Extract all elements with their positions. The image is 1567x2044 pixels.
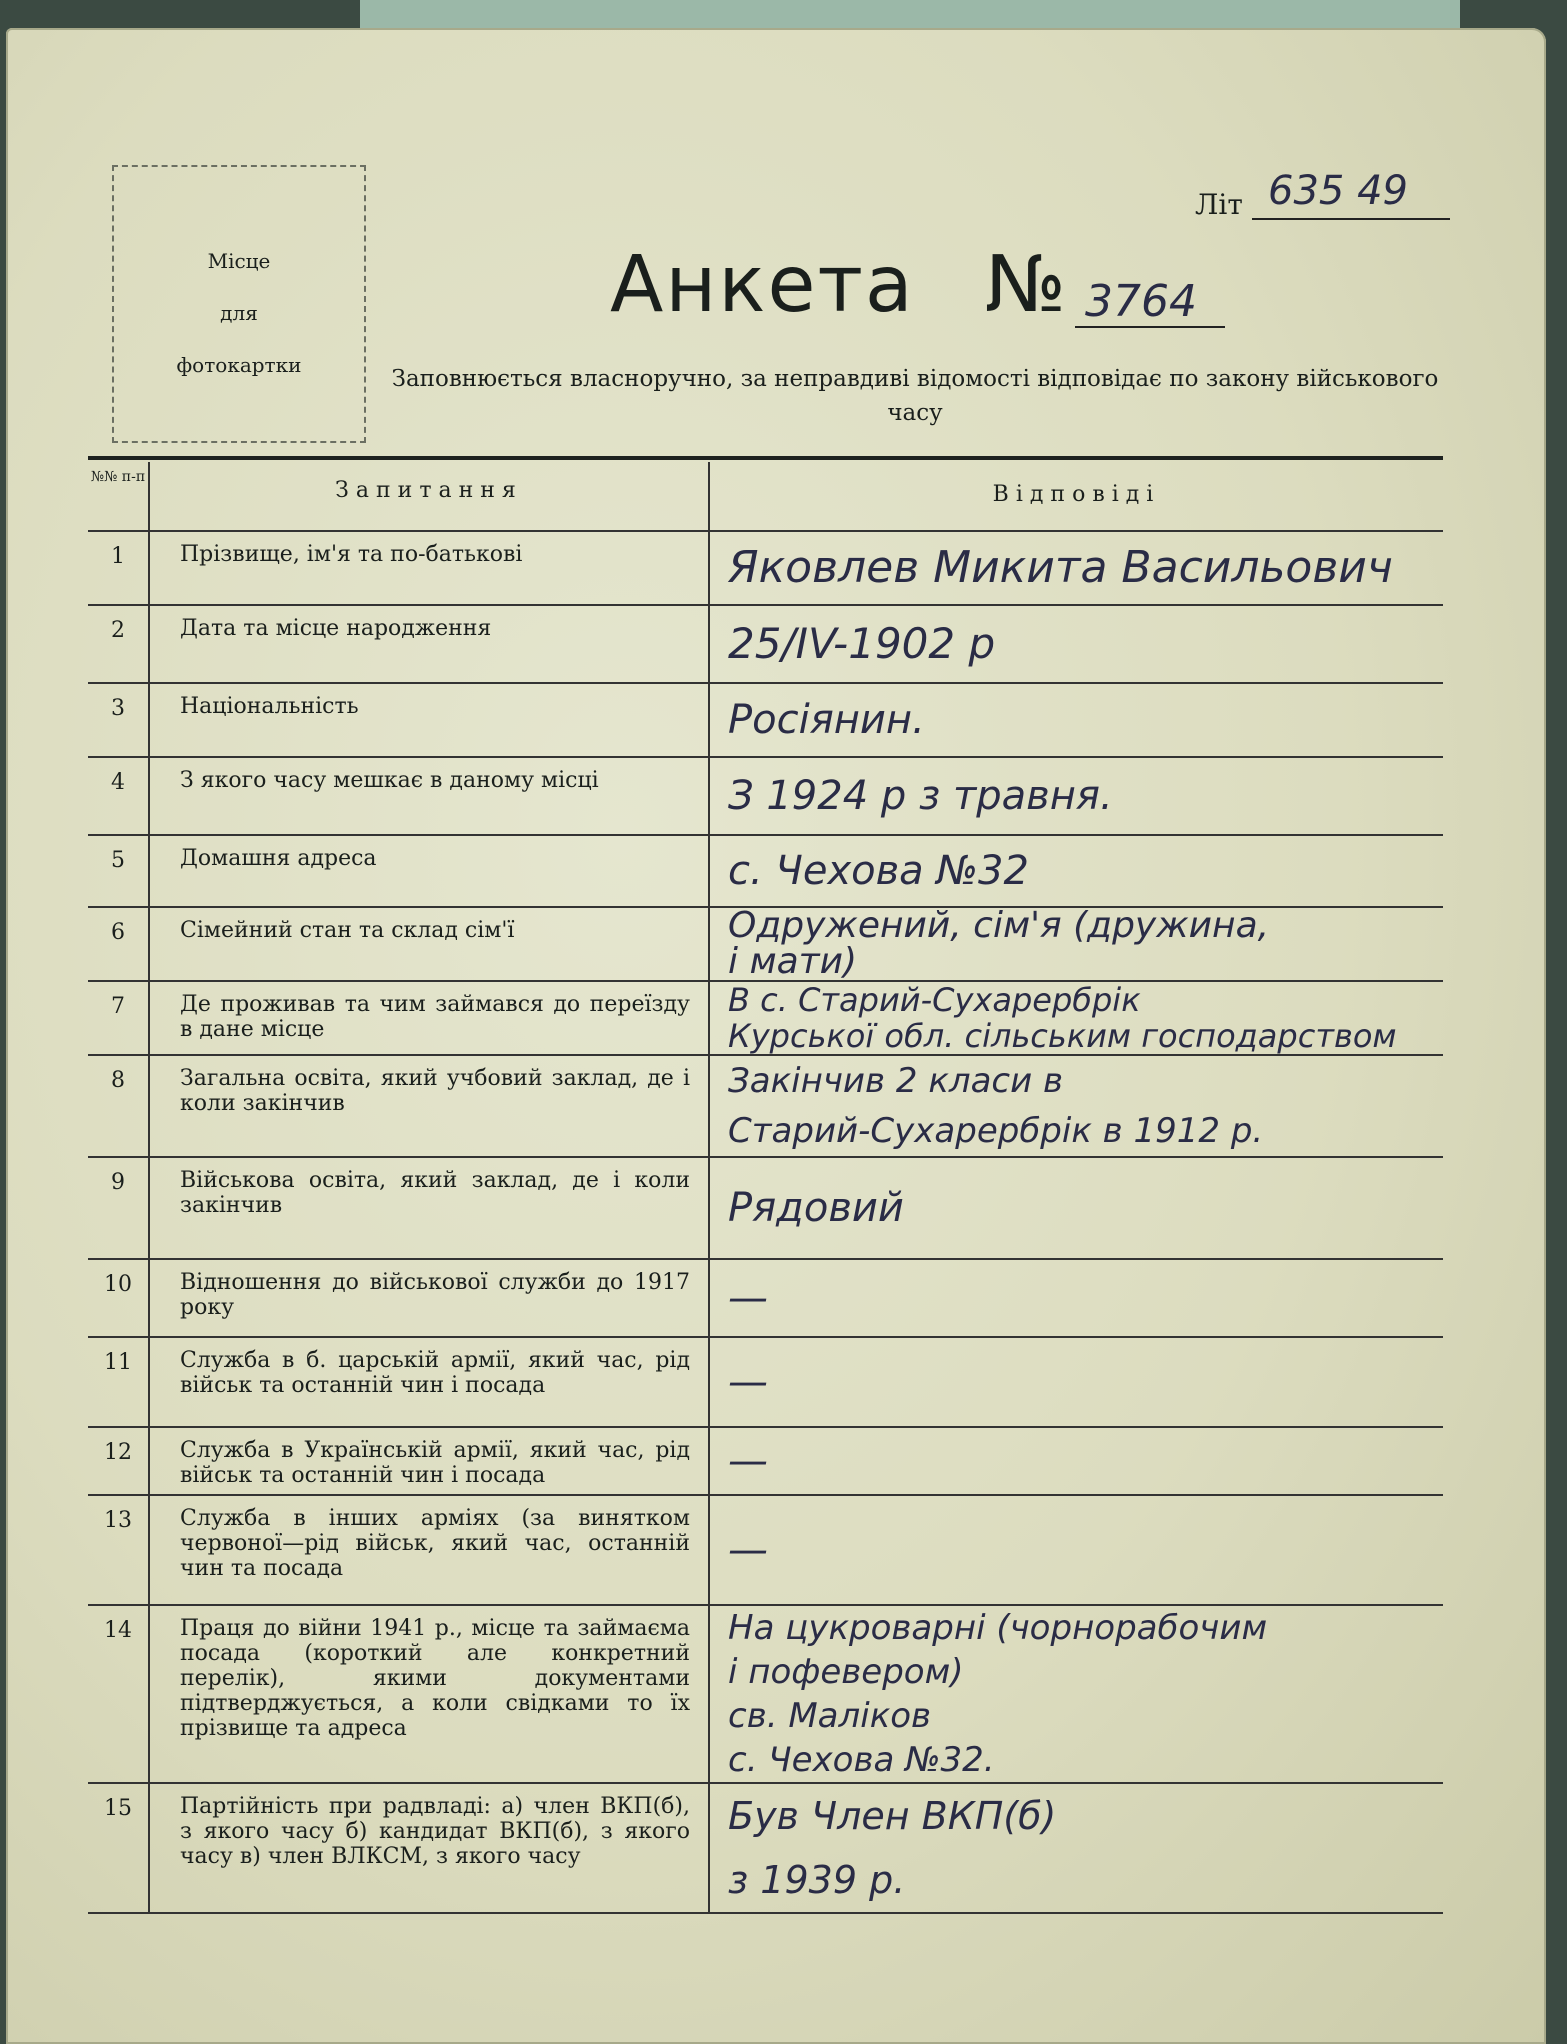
table-row [88, 1496, 1443, 1606]
row-question: Дата та місце народження [150, 606, 710, 682]
row-number: 9 [88, 1158, 150, 1258]
row-question: Служба в б. царській армії, який час, рід військ та останній чин і посада [150, 1338, 710, 1426]
form-subtitle: Заповнюється власноручно, за неправдиві відомості відповідає по закону військового часу [391, 366, 1439, 426]
table-row [88, 606, 1443, 684]
lit-label: Літ [1195, 188, 1243, 221]
handwritten-answer-line: з 1939 р. [728, 1858, 906, 1902]
row-answer [728, 1338, 1443, 1426]
table-row [88, 1260, 1443, 1338]
row-question: Де проживав та чим займався до переїзду в дане місце [150, 982, 710, 1054]
table-row [88, 532, 1443, 606]
row-answer [728, 1784, 1443, 1912]
row-answer [728, 532, 1443, 604]
row-number: 11 [88, 1338, 150, 1426]
handwritten-answer-line: 25/IV-1902 р [728, 619, 996, 668]
handwritten-answer-line: З 1924 р з травня. [728, 773, 1113, 819]
row-question: З якого часу мешкає в даному місці [150, 758, 710, 834]
row-question: Праця до війни 1941 р., місце та займаєма посада (короткий але конкретний перелік), якими документами підтверджується, а коли свідками то їх прізвище та адреса [150, 1606, 710, 1782]
table-row [88, 1606, 1443, 1784]
top-rule [88, 456, 1443, 460]
handwritten-answer-line: і мати) [728, 941, 858, 982]
row-number: 7 [88, 982, 150, 1054]
table-row [88, 982, 1443, 1056]
row-question: Служба в Українській армії, який час, рід військ та останній чин і посада [150, 1428, 710, 1494]
row-answer [728, 1260, 1443, 1336]
lit-underline [1252, 218, 1450, 220]
table-row [88, 1158, 1443, 1260]
row-question: Загальна освіта, який учбовий заклад, де і коли закінчив [150, 1056, 710, 1156]
row-number: 12 [88, 1428, 150, 1494]
row-answer [728, 1606, 1443, 1782]
row-question: Сімейний стан та склад сім'ї [150, 908, 710, 980]
handwritten-answer-line: св. Маліков [728, 1696, 932, 1736]
row-question: Відношення до військової служби до 1917 року [150, 1260, 710, 1336]
row-answer [728, 606, 1443, 682]
row-number: 15 [88, 1784, 150, 1912]
handwritten-answer-line: і пофевером) [728, 1652, 964, 1692]
photo-label-line-2: для [220, 301, 258, 325]
row-answer [728, 905, 1443, 982]
handwritten-answer-line: Закінчив 2 класи в [728, 1061, 1064, 1101]
row-answer [728, 684, 1443, 756]
handwritten-answer-line: — [728, 1275, 768, 1321]
row-answer [728, 836, 1443, 906]
row-answer [728, 1428, 1443, 1494]
table-row [88, 836, 1443, 908]
lit-value: 635 49 [1268, 168, 1408, 214]
handwritten-answer-line: Яковлев Микита Васильович [728, 542, 1393, 593]
handwritten-answer-line: Курської обл. сільським господарством [728, 1017, 1397, 1055]
row-number: 6 [88, 908, 150, 980]
row-question: Домашня адреса [150, 836, 710, 906]
handwritten-answer-line: — [728, 1527, 768, 1573]
handwritten-answer-line: В с. Старий-Сухарербрік [728, 981, 1141, 1019]
row-question: Партійність при радвладі: а) член ВКП(б), з якого часу б) кандидат ВКП(б), з якого часу в) член ВЛКСМ, з якого часу [150, 1784, 710, 1912]
row-number: 1 [88, 532, 150, 604]
row-number: 8 [88, 1056, 150, 1156]
row-number: 2 [88, 606, 150, 682]
row-answer [728, 1056, 1443, 1156]
table-row [88, 1428, 1443, 1496]
handwritten-answer-line: Був Член ВКП(б) [728, 1794, 1057, 1838]
row-question: Національність [150, 684, 710, 756]
table-row [88, 1338, 1443, 1428]
row-number: 13 [88, 1496, 150, 1604]
row-question: Служба в інших арміях (за винятком червоної—рід військ, який час, останній чин та посада [150, 1496, 710, 1604]
photo-label-line-1: Місце [207, 249, 271, 273]
col-question-header: Запитання [150, 462, 710, 530]
handwritten-answer-line: — [728, 1438, 768, 1484]
row-question: Військова освіта, який заклад, де і коли закінчив [150, 1158, 710, 1258]
table-header [88, 462, 1443, 532]
handwritten-answer-line: с. Чехова №32. [728, 1740, 995, 1780]
col-answer-header: Відповіді [992, 482, 1161, 507]
row-answer [728, 758, 1443, 834]
table-row [88, 684, 1443, 758]
questionnaire-table [88, 462, 1443, 1914]
row-answer [728, 982, 1443, 1054]
row-answer [728, 1496, 1443, 1604]
table-row [88, 758, 1443, 836]
photo-placeholder [112, 165, 366, 443]
row-number: 5 [88, 836, 150, 906]
row-number: 10 [88, 1260, 150, 1336]
row-number: 14 [88, 1606, 150, 1782]
table-row [88, 1056, 1443, 1158]
handwritten-answer-line: Росіянин. [728, 697, 925, 743]
form-title: Анкета [610, 240, 915, 330]
row-answer [728, 1158, 1443, 1258]
photo-label-line-3: фотокартки [176, 353, 302, 377]
table-row [88, 905, 1443, 982]
col-number-header: №№ п-п [88, 462, 150, 530]
handwritten-answer-line: Старий-Сухарербрік в 1912 р. [728, 1111, 1264, 1151]
handwritten-answer-line: Одружений, сім'я (дружина, [728, 905, 1270, 946]
number-sign: № [985, 240, 1067, 330]
handwritten-answer-line: с. Чехова №32 [728, 848, 1029, 894]
handwritten-answer-line: — [728, 1359, 768, 1405]
row-number: 3 [88, 684, 150, 756]
handwritten-answer-line: На цукроварні (чорнорабочим [728, 1608, 1268, 1648]
handwritten-answer-line: Рядовий [728, 1185, 904, 1231]
row-number: 4 [88, 758, 150, 834]
row-question: Прізвище, ім'я та по-батькові [150, 532, 710, 604]
table-row [88, 1784, 1443, 1914]
form-number: 3764 [1085, 276, 1197, 327]
